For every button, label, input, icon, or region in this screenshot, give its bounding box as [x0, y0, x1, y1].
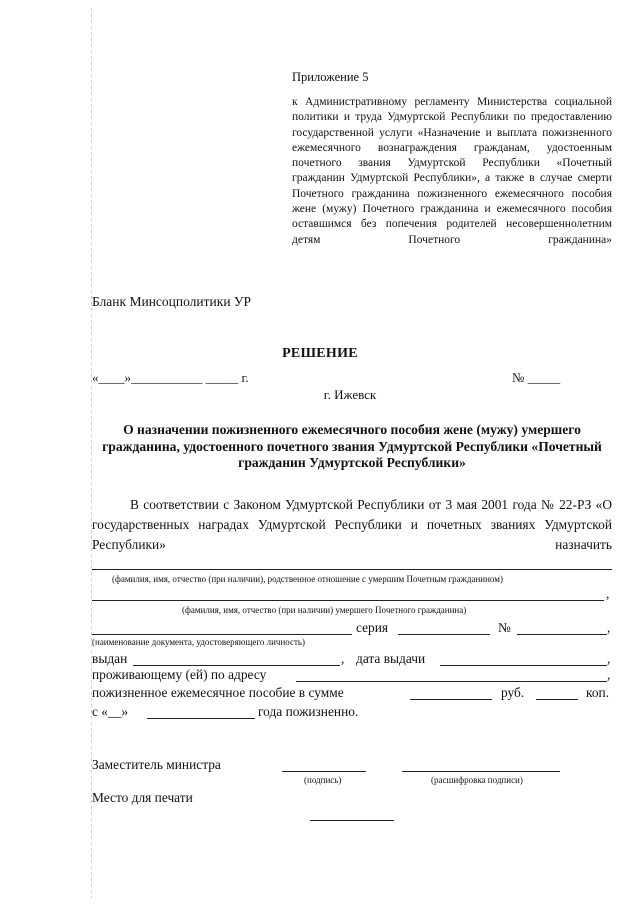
for-life-label: года пожизненно. [258, 704, 359, 719]
fio-relation-field-line [92, 569, 612, 570]
from-date-field-line [147, 718, 255, 719]
kop-label: коп. [586, 685, 610, 700]
decision-title: РЕШЕНИЕ [282, 346, 358, 361]
series-field-line [398, 634, 490, 635]
signatory-title: Заместитель министра [92, 757, 221, 772]
residing-label: проживающему (ей) по адресу [92, 667, 267, 682]
seal-field-line [310, 820, 394, 821]
seal-place-label: Место для печати [92, 790, 193, 805]
signature-decoding-caption: (расшифровка подписи) [431, 775, 523, 785]
document-caption: (наименование документа, удостоверяющего личность) [92, 637, 306, 647]
series-label: серия [356, 620, 389, 635]
decision-city: г. Ижевск [323, 387, 377, 402]
number-comma: , [607, 620, 611, 635]
address-field-line [296, 681, 607, 682]
issued-label: выдан [92, 651, 128, 666]
signature-field-line [282, 771, 366, 772]
signature-caption: (подпись) [304, 775, 342, 785]
appendix-title: Приложение 5 [292, 70, 369, 84]
letterhead-label: Бланк Минсоцполитики УР [92, 294, 251, 309]
fio-deceased-comma: , [606, 586, 610, 601]
kop-field-line [536, 699, 578, 700]
issued-field-line [133, 665, 340, 666]
decision-number-line: № _____ [512, 370, 561, 385]
signature-decoding-field-line [402, 771, 560, 772]
number-field-line [517, 634, 607, 635]
document-field-line [92, 634, 352, 635]
address-comma: , [607, 667, 611, 682]
issue-date-field-line [440, 665, 607, 666]
fio-deceased-field-line [92, 600, 604, 601]
number-label: № [498, 620, 511, 635]
allowance-label: пожизненное ежемесячное пособие в сумме [92, 685, 344, 700]
decision-heading: О назначении пожизненного ежемесячного пособия жене (мужу) умершего гражданина, удостоенного почетного звания Удмуртской Республики «Почетный гражданин Удмуртской Республики» [102, 422, 602, 471]
fio-relation-caption: (фамилия, имя, отчество (при наличии), родственное отношение с умершим Почетным гражданином) [112, 574, 503, 584]
decision-date-line: «____»___________ _____ г. [92, 370, 249, 385]
decision-body-text: В соответствии с Законом Удмуртской Республики от 3 мая 2001 года № 22-РЗ «О государственных наградах Удмуртской Республики и почетных званиях Удмуртской Республики» назначить [92, 497, 612, 552]
rub-field-line [410, 699, 492, 700]
from-date-label: с «__» [92, 704, 129, 719]
appendix-body: к Административному регламенту Министерства социальной политики и труда Удмуртской Республики по предоставлению государственной услуги «Назначение и выплата пожизненного ежемесячного вознаграждения гражданам, удостоенным почетного звания Удмуртской Республики «Почетный гражданин Удмуртской Республики», а также в случае смерти Почетного гражданина пожизненного ежемесячного пособия жене (мужу) Почетного гражданина и ежемесячного пособия оставшимся без попечения родителей несовершеннолетним детям Почетного гражданина» [292, 96, 612, 246]
rub-label: руб. [501, 685, 525, 700]
issue-date-comma: , [607, 651, 611, 666]
issued-comma: , [341, 651, 345, 666]
issue-date-label: дата выдачи [356, 651, 426, 666]
fio-deceased-caption: (фамилия, имя, отчество (при наличии) умершего Почетного гражданина) [182, 605, 467, 615]
